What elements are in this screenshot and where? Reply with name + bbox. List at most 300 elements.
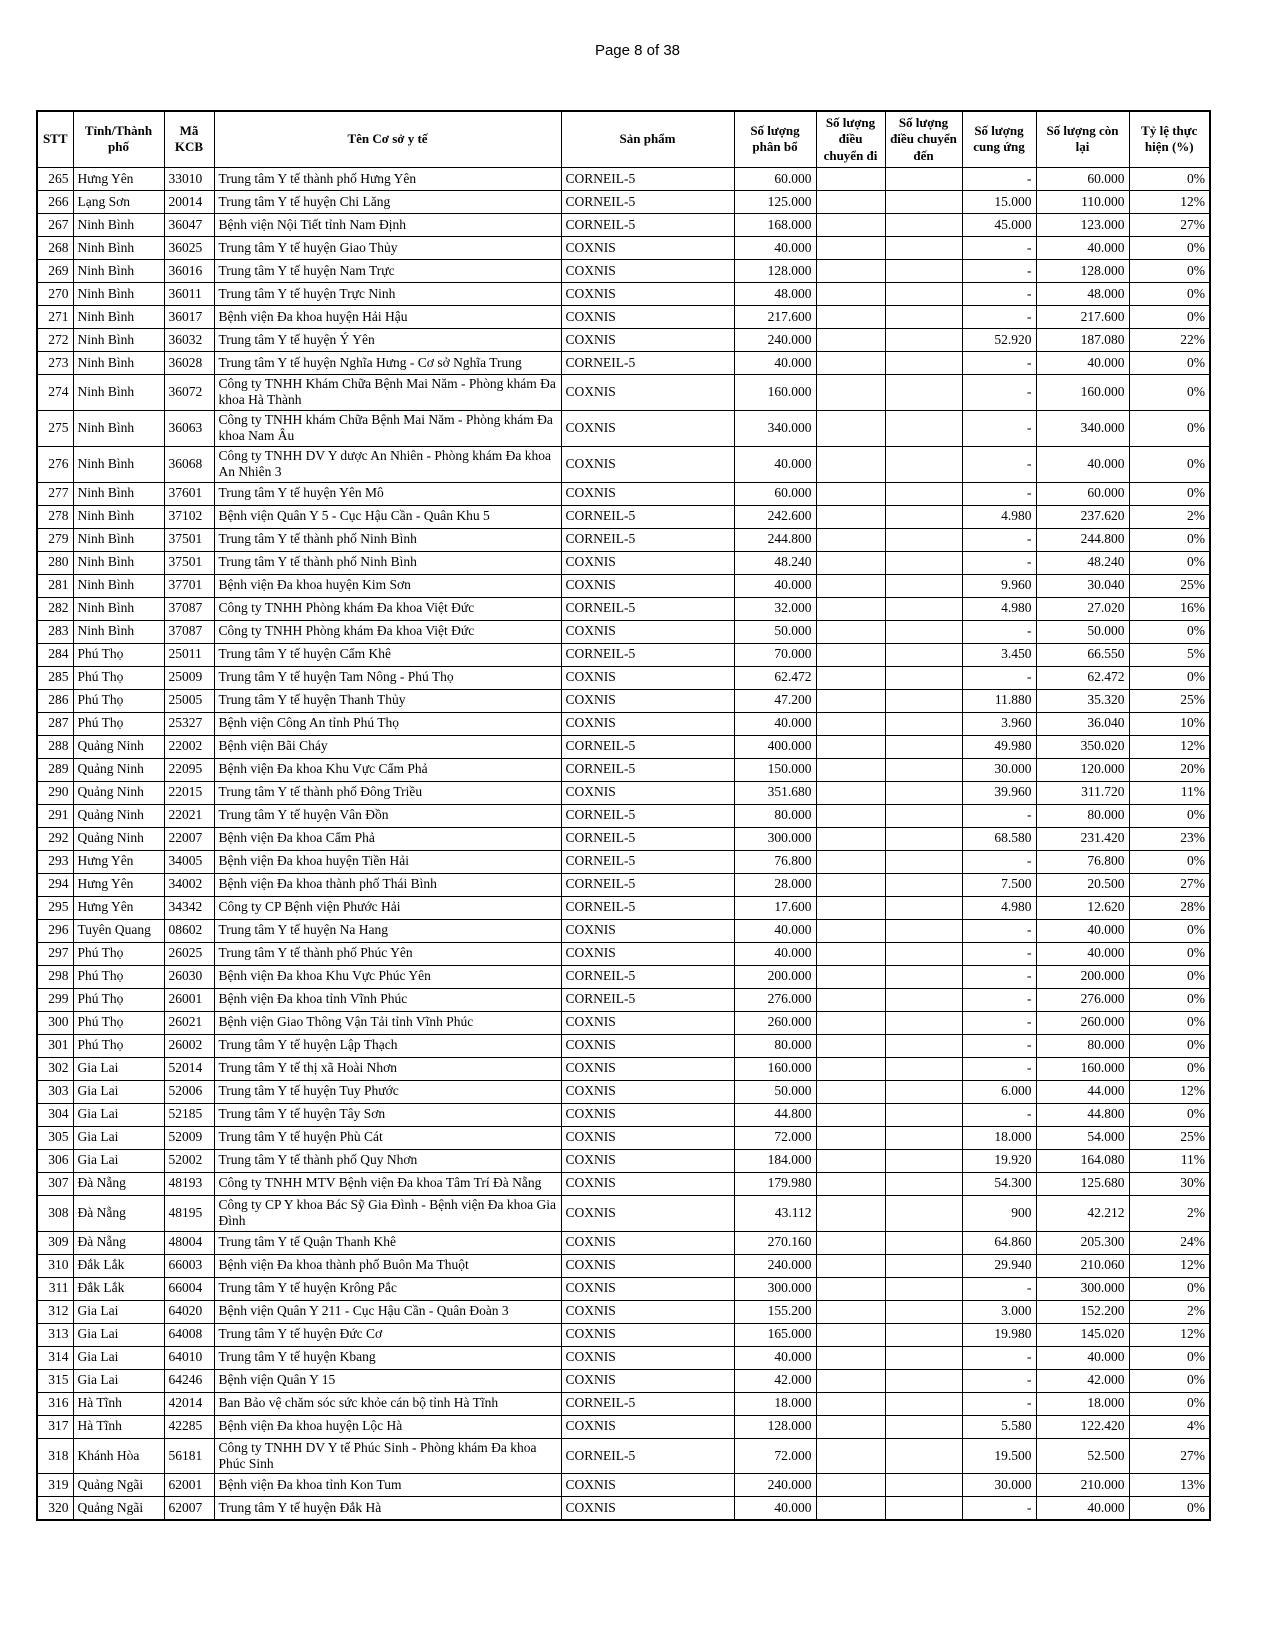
table-cell: - [962,804,1036,827]
table-cell: 260.000 [1036,1011,1129,1034]
table-cell: 295 [37,896,73,919]
table-cell: 19.500 [962,1438,1036,1474]
table-row [37,1346,1210,1369]
table-row [37,410,1210,446]
table-cell [885,410,962,446]
table-cell: CORNEIL-5 [561,873,734,896]
table-cell: CORNEIL-5 [561,1392,734,1415]
table-cell: 286 [37,689,73,712]
table-cell: 30.000 [962,1474,1036,1497]
table-cell [885,942,962,965]
table-cell [885,1126,962,1149]
table-row [37,666,1210,689]
table-cell: 22% [1129,328,1210,351]
table-cell: 317 [37,1415,73,1438]
table-cell: Bệnh viện Nội Tiết tỉnh Nam Định [214,213,561,236]
table-row [37,1034,1210,1057]
table-row [37,1195,1210,1231]
table-cell [885,597,962,620]
table-cell [816,1497,885,1521]
table-row [37,781,1210,804]
table-cell [816,1011,885,1034]
table-cell: Đà Nẵng [73,1195,164,1231]
table-cell: 284 [37,643,73,666]
table-row [37,689,1210,712]
table-cell: 76.800 [734,850,816,873]
table-cell: 184.000 [734,1149,816,1172]
table-cell: Trung tâm Y tế huyện Kbang [214,1346,561,1369]
table-cell: 237.620 [1036,505,1129,528]
table-cell [816,1103,885,1126]
table-cell: 273 [37,351,73,374]
table-cell: Quảng Ninh [73,758,164,781]
table-cell: - [962,528,1036,551]
table-cell: 26021 [164,1011,214,1034]
table-cell: COXNIS [561,620,734,643]
table-cell: COXNIS [561,1231,734,1254]
table-cell: Phú Thọ [73,643,164,666]
table-cell: 303 [37,1080,73,1103]
table-cell: 272 [37,328,73,351]
table-cell: 278 [37,505,73,528]
table-cell: 145.020 [1036,1323,1129,1346]
table-body [37,167,1210,1520]
table-cell: 80.000 [1036,804,1129,827]
table-cell: 2% [1129,505,1210,528]
table-row [37,1392,1210,1415]
table-cell [816,551,885,574]
table-cell: 30.000 [962,758,1036,781]
table-cell: 0% [1129,282,1210,305]
table-cell: 29.940 [962,1254,1036,1277]
table-cell: 300.000 [734,827,816,850]
table-cell: COXNIS [561,574,734,597]
table-cell: 168.000 [734,213,816,236]
table-cell: 40.000 [734,1346,816,1369]
table-cell: - [962,1392,1036,1415]
table-cell: 33010 [164,167,214,190]
table-cell: 42285 [164,1415,214,1438]
table-cell [885,236,962,259]
table-cell: 9.960 [962,574,1036,597]
table-cell: 125.680 [1036,1172,1129,1195]
table-cell: 288 [37,735,73,758]
table-cell [816,505,885,528]
table-cell: 316 [37,1392,73,1415]
table-cell: 315 [37,1369,73,1392]
table-cell: 50.000 [734,620,816,643]
table-cell [816,236,885,259]
table-cell [885,351,962,374]
table-row [37,1300,1210,1323]
table-cell: Ninh Bình [73,213,164,236]
table-row [37,236,1210,259]
table-cell: Ninh Bình [73,259,164,282]
table-cell [816,896,885,919]
table-cell: 25% [1129,689,1210,712]
table-cell: COXNIS [561,1323,734,1346]
table-cell: Hưng Yên [73,167,164,190]
table-cell [885,1346,962,1369]
table-cell: 122.420 [1036,1415,1129,1438]
table-cell: 10% [1129,712,1210,735]
table-row [37,850,1210,873]
table-cell: 269 [37,259,73,282]
table-cell: Trung tâm Y tế huyện Yên Mô [214,482,561,505]
table-cell: COXNIS [561,282,734,305]
table-cell: 300.000 [734,1277,816,1300]
table-cell: 350.020 [1036,735,1129,758]
table-cell: Hà Tĩnh [73,1415,164,1438]
table-cell: 26001 [164,988,214,1011]
table-cell [885,620,962,643]
table-cell: 20% [1129,758,1210,781]
table-cell: 52014 [164,1057,214,1080]
table-cell: 26025 [164,942,214,965]
table-cell: 310 [37,1254,73,1277]
table-cell: - [962,1369,1036,1392]
table-cell: 66.550 [1036,643,1129,666]
table-cell: 25005 [164,689,214,712]
table-cell: 43.112 [734,1195,816,1231]
table-cell [885,259,962,282]
table-cell [885,190,962,213]
table-cell: - [962,1011,1036,1034]
table-cell [816,689,885,712]
table-cell [885,1474,962,1497]
table-cell [816,1300,885,1323]
table-row [37,213,1210,236]
table-cell: CORNEIL-5 [561,827,734,850]
table-cell: 319 [37,1474,73,1497]
table-cell [816,1126,885,1149]
table-cell: 0% [1129,528,1210,551]
table-cell: Phú Thọ [73,1011,164,1034]
table-cell [816,1415,885,1438]
table-cell [885,1057,962,1080]
table-cell: CORNEIL-5 [561,597,734,620]
table-cell: 292 [37,827,73,850]
table-cell: 40.000 [1036,351,1129,374]
table-cell [816,1277,885,1300]
table-cell [816,1392,885,1415]
table-cell: Hưng Yên [73,896,164,919]
table-cell [885,1195,962,1231]
table-cell: 240.000 [734,1254,816,1277]
table-cell [885,1497,962,1521]
table-cell: - [962,1057,1036,1080]
table-cell: 281 [37,574,73,597]
table-cell [885,446,962,482]
table-cell [816,1438,885,1474]
table-cell: 160.000 [734,1057,816,1080]
table-row [37,482,1210,505]
table-cell [816,1254,885,1277]
table-row [37,1277,1210,1300]
table-cell: COXNIS [561,712,734,735]
table-cell: Bệnh viện Đa khoa tỉnh Vĩnh Phúc [214,988,561,1011]
column-header: Mã KCB [164,111,214,167]
table-cell [816,1231,885,1254]
table-cell: 54.000 [1036,1126,1129,1149]
table-cell: CORNEIL-5 [561,167,734,190]
table-cell: 242.600 [734,505,816,528]
table-row [37,942,1210,965]
table-cell: 12% [1129,735,1210,758]
table-cell: 270.160 [734,1231,816,1254]
table-cell: 179.980 [734,1172,816,1195]
table-cell: 297 [37,942,73,965]
table-cell [885,827,962,850]
table-cell: Trung tâm Y tế huyện Phù Cát [214,1126,561,1149]
table-cell: 12% [1129,190,1210,213]
table-cell [816,1346,885,1369]
table-cell: - [962,282,1036,305]
table-row [37,873,1210,896]
table-cell [885,1231,962,1254]
table-cell: 271 [37,305,73,328]
table-cell [885,305,962,328]
table-row [37,528,1210,551]
table-cell: Gia Lai [73,1346,164,1369]
column-header: Số lượng phân bổ [734,111,816,167]
table-cell: 280 [37,551,73,574]
table-cell: 25327 [164,712,214,735]
table-row [37,1415,1210,1438]
table-cell: COXNIS [561,1474,734,1497]
table-cell: 290 [37,781,73,804]
table-row [37,988,1210,1011]
table-cell: Ninh Bình [73,282,164,305]
table-cell [816,410,885,446]
table-cell [885,1172,962,1195]
table-row [37,1011,1210,1034]
table-cell [885,988,962,1011]
table-cell [816,597,885,620]
table-cell: 123.000 [1036,213,1129,236]
table-cell: 48.240 [734,551,816,574]
table-cell [885,758,962,781]
table-cell: 50.000 [734,1080,816,1103]
table-cell: 42.212 [1036,1195,1129,1231]
table-cell: - [962,666,1036,689]
table-cell: Phú Thọ [73,942,164,965]
table-cell [816,351,885,374]
table-cell [885,282,962,305]
table-cell: 320 [37,1497,73,1521]
table-cell: Trung tâm Y tế huyện Trực Ninh [214,282,561,305]
table-cell: Ninh Bình [73,374,164,410]
table-cell: 0% [1129,167,1210,190]
table-cell: Ninh Bình [73,328,164,351]
table-cell: Ninh Bình [73,351,164,374]
table-cell: Đà Nẵng [73,1172,164,1195]
table-cell: Phú Thọ [73,965,164,988]
table-cell [816,213,885,236]
table-cell: 12% [1129,1080,1210,1103]
table-cell: 25% [1129,574,1210,597]
table-cell: COXNIS [561,328,734,351]
table-cell: 11.880 [962,689,1036,712]
table-cell: 274 [37,374,73,410]
table-cell: 152.200 [1036,1300,1129,1323]
table-cell: 128.000 [1036,259,1129,282]
table-cell: COXNIS [561,551,734,574]
table-row [37,551,1210,574]
table-cell: COXNIS [561,374,734,410]
table-cell: 47.200 [734,689,816,712]
table-cell: Hưng Yên [73,850,164,873]
table-cell: 25% [1129,1126,1210,1149]
table-cell: 76.800 [1036,850,1129,873]
table-cell: 52006 [164,1080,214,1103]
table-cell: 37501 [164,551,214,574]
table-cell: Ban Bảo vệ chăm sóc sức khỏe cán bộ tỉnh Hà Tĩnh [214,1392,561,1415]
table-cell [816,850,885,873]
table-cell: 0% [1129,551,1210,574]
table-cell: 205.300 [1036,1231,1129,1254]
table-cell: Trung tâm Y tế thành phố Hưng Yên [214,167,561,190]
table-cell: Đắk Lắk [73,1254,164,1277]
table-row [37,758,1210,781]
table-cell [885,1323,962,1346]
table-cell: 40.000 [734,574,816,597]
table-cell: 40.000 [1036,919,1129,942]
table-cell: Trung tâm Y tế thành phố Đông Triều [214,781,561,804]
table-row [37,1103,1210,1126]
table-cell: 308 [37,1195,73,1231]
table-cell: 0% [1129,804,1210,827]
table-cell [816,942,885,965]
table-cell: 60.000 [734,167,816,190]
table-cell: COXNIS [561,1034,734,1057]
table-cell: 0% [1129,259,1210,282]
table-cell: 19.980 [962,1323,1036,1346]
table-cell: Bệnh viện Đa khoa Khu Vực Phúc Yên [214,965,561,988]
table-cell [816,643,885,666]
table-cell: 4.980 [962,896,1036,919]
table-cell: 18.000 [1036,1392,1129,1415]
table-cell: Trung tâm Y tế huyện Nam Trực [214,259,561,282]
table-cell: Công ty TNHH DV Y tế Phúc Sinh - Phòng khám Đa khoa Phúc Sinh [214,1438,561,1474]
table-cell [816,1080,885,1103]
table-cell [816,712,885,735]
table-cell: CORNEIL-5 [561,735,734,758]
table-cell [816,620,885,643]
table-cell: 265 [37,167,73,190]
table-cell: 37102 [164,505,214,528]
table-cell: 210.060 [1036,1254,1129,1277]
table-cell: 36016 [164,259,214,282]
table-cell: Quảng Ninh [73,827,164,850]
table-cell [816,919,885,942]
table-cell: - [962,374,1036,410]
table-cell [816,1369,885,1392]
table-cell: 13% [1129,1474,1210,1497]
table-cell: 17.600 [734,896,816,919]
table-cell: 12% [1129,1323,1210,1346]
table-cell: - [962,167,1036,190]
table-cell: 6.000 [962,1080,1036,1103]
table-cell: COXNIS [561,482,734,505]
table-cell: Phú Thọ [73,988,164,1011]
table-cell: 7.500 [962,873,1036,896]
table-cell: COXNIS [561,1080,734,1103]
table-row [37,328,1210,351]
table-cell: COXNIS [561,1346,734,1369]
column-header: Số lượng cung ứng [962,111,1036,167]
table-cell: 39.960 [962,781,1036,804]
table-cell: 19.920 [962,1149,1036,1172]
table-cell: - [962,259,1036,282]
table-cell: 20014 [164,190,214,213]
table-cell: 301 [37,1034,73,1057]
table-row [37,597,1210,620]
table-cell: 80.000 [734,1034,816,1057]
table-cell: 37601 [164,482,214,505]
table-cell [816,1323,885,1346]
table-cell: Bệnh viện Bãi Cháy [214,735,561,758]
table-cell: Gia Lai [73,1300,164,1323]
table-cell: Ninh Bình [73,551,164,574]
table-cell: 311.720 [1036,781,1129,804]
table-row [37,896,1210,919]
table-cell: 351.680 [734,781,816,804]
table-cell: Ninh Bình [73,574,164,597]
table-row [37,505,1210,528]
table-cell: 28% [1129,896,1210,919]
table-row [37,965,1210,988]
table-cell: 0% [1129,620,1210,643]
table-cell: COXNIS [561,1172,734,1195]
table-cell: COXNIS [561,942,734,965]
table-cell [816,328,885,351]
table-cell: 0% [1129,666,1210,689]
table-cell: 27% [1129,873,1210,896]
table-row [37,1254,1210,1277]
table-cell: 150.000 [734,758,816,781]
table-cell: Khánh Hòa [73,1438,164,1474]
table-cell: 0% [1129,1011,1210,1034]
table-cell: COXNIS [561,1415,734,1438]
table-cell [885,1254,962,1277]
table-cell: - [962,236,1036,259]
page-number-header: Page 8 of 38 [594,42,681,59]
table-cell: 300 [37,1011,73,1034]
table-cell: 64246 [164,1369,214,1392]
table-cell [816,873,885,896]
table-cell [816,1057,885,1080]
table-cell: 62001 [164,1474,214,1497]
table-cell: 12.620 [1036,896,1129,919]
table-cell: CORNEIL-5 [561,528,734,551]
table-cell: Trung tâm Y tế huyện Thanh Thủy [214,689,561,712]
table-cell: 155.200 [734,1300,816,1323]
table-cell: Bệnh viện Đa khoa Khu Vực Cẩm Phả [214,758,561,781]
table-cell: 12% [1129,1254,1210,1277]
table-cell: 311 [37,1277,73,1300]
table-cell: Trung tâm Y tế thành phố Phúc Yên [214,942,561,965]
table-cell: 110.000 [1036,190,1129,213]
table-cell: - [962,482,1036,505]
table-cell: - [962,551,1036,574]
table-cell [885,1415,962,1438]
table-cell [816,1034,885,1057]
table-cell: 304 [37,1103,73,1126]
table-row [37,1080,1210,1103]
table-cell: COXNIS [561,1277,734,1300]
table-cell: 200.000 [734,965,816,988]
